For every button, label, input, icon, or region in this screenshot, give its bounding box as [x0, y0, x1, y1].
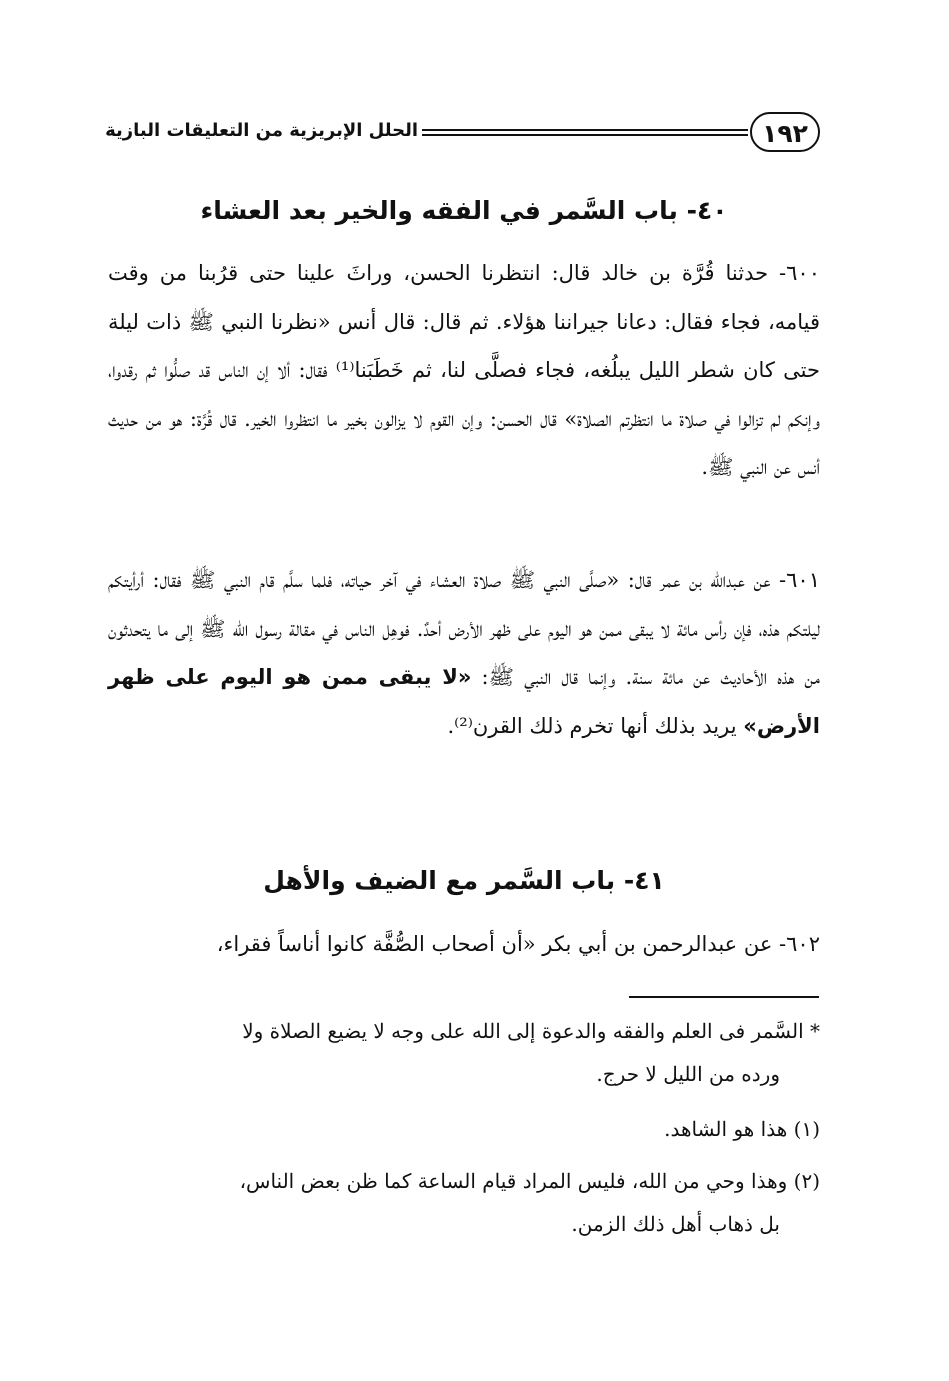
footnote-star-line1: * السَّمر فى العلم والفقه والدعوة إلى الله على وجه لا يضيع الصلاة ولا: [242, 1019, 820, 1043]
hadith-601: [108, 556, 820, 750]
chapter-40-heading: ٤٠- باب السَّمر في الفقه والخير بعد العشاء: [200, 196, 728, 225]
footnote-2-line2: بل ذهاب أهل ذلك الزمن.: [571, 1212, 780, 1236]
footnote-star: [108, 1010, 820, 1096]
footnote-star-line2: ورده من الليل لا حرج.: [596, 1062, 780, 1086]
book-title: الحلل الإبريزية من التعليقات البازية: [105, 120, 418, 141]
footnote-separator: [629, 996, 819, 998]
header-double-rule: [422, 129, 748, 136]
hadith-601-text: ٦٠١- عن عبدالله بن عمر قال: «صلَّى النبي ﷺ صلاة العشاء في آخر حياته، فلما سلَّم قام النبي ﷺ فقال: أرأيتكم ليلتكم هذه، فإن رأس مائة لا يبقى ممن هو اليوم على ظهر الأرض أحدٌ. فوهِل الناس في مقالة رسول الله ﷺ إلى ما يتحدثون من هذه الأحاديث عن مائة سنة. وإنما قال النبي ﷺ:: [108, 568, 821, 689]
hadith-600: ٦٠٠- حدثنا قُرَّة بن خالد قال: انتظرنا الحسن، وراثَ علينا حتى قرُبنا من وقت قيامه، فجاء فقال: دعانا جيراننا هؤلاء. ثم قال: قال أنس «نظرنا النبي ﷺ ذات ليلة حتى كان شطر الليل يبلُغه، فجاء فصلَّى لنا، ثم خَطَبَنا⁽¹⁾ فقال: ألا إن الناس قد صلُّوا ثم رقدوا، وإنكم لم تزالوا في صلاة ما انتظرتم الصلاة» قال الحسن: وإن القوم لا يزالون بخير ما انتظروا الخير. قال قُرَّة: هو من حديث أنس عن النبي ﷺ.: [108, 261, 820, 479]
chapter-41-heading: ٤١- باب السَّمر مع الضيف والأهل: [263, 866, 665, 895]
footnote-2: [108, 1160, 820, 1246]
footnote-2-line1: (٢) وهذا وحي من الله، فليس المراد قيام الساعة كما ظن بعض الناس،: [239, 1169, 820, 1193]
hadith-601-text-end: يريد بذلك أنها تخرم ذلك القرن⁽²⁾.: [447, 713, 744, 738]
hadith-601-quote: «لا يبقى ممن هو اليوم على ظهر الأرض»: [108, 665, 820, 738]
footnote-1: (١) هذا هو الشاهد.: [664, 1117, 820, 1141]
running-header: [105, 112, 820, 156]
page-number: ١٩٢: [750, 112, 820, 152]
hadith-602: ٦٠٢- عن عبدالرحمن بن أبي بكر «أن أصحاب الصُّفَّة كانوا أناساً فقراء،: [216, 932, 820, 956]
